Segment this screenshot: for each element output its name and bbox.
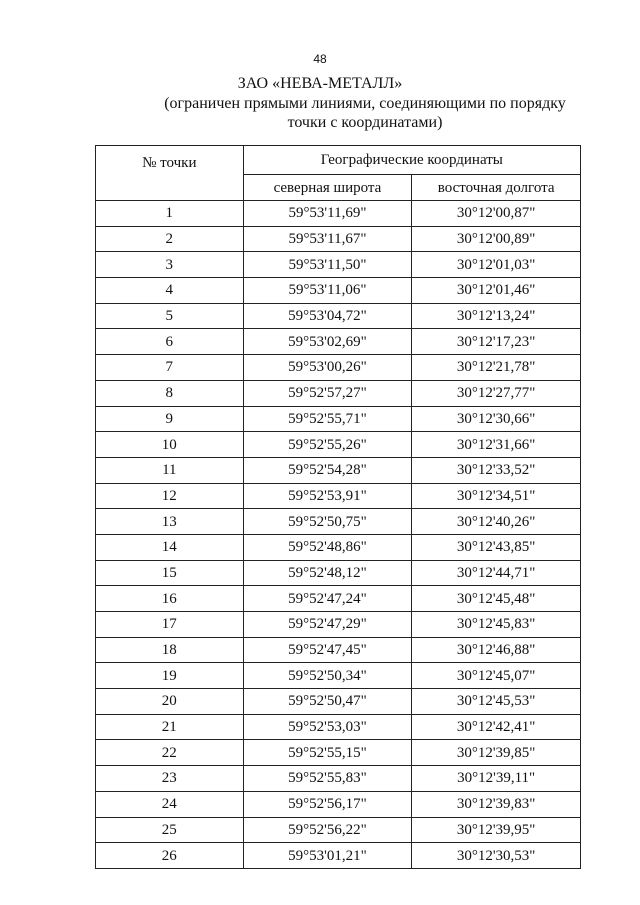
- table-header: [96, 146, 581, 201]
- point-number-cell: 19: [96, 663, 244, 689]
- longitude-cell: 30°12'21,78": [412, 355, 581, 381]
- table-body: [96, 201, 581, 869]
- table-row: [96, 843, 581, 869]
- longitude-cell: 30°12'00,87": [412, 201, 581, 227]
- longitude-cell: 30°12'30,53": [412, 843, 581, 869]
- point-number-cell: 14: [96, 534, 244, 560]
- point-number-cell: 6: [96, 329, 244, 355]
- header-row-top: [96, 146, 581, 175]
- latitude-cell: 59°52'56,17": [243, 791, 412, 817]
- table-row: [96, 766, 581, 792]
- header-latitude: северная широта: [243, 175, 412, 201]
- document-title: ЗАО «НЕВА-МЕТАЛЛ»: [237, 75, 403, 92]
- header-geo-coordinates: Географические координаты: [243, 146, 580, 175]
- longitude-cell: 30°12'30,66": [412, 406, 581, 432]
- latitude-cell: 59°52'48,86": [243, 534, 412, 560]
- latitude-cell: 59°52'50,75": [243, 509, 412, 535]
- point-number-cell: 20: [96, 689, 244, 715]
- coordinates-table: [95, 145, 581, 869]
- latitude-cell: 59°53'04,72": [243, 303, 412, 329]
- table-row: [96, 791, 581, 817]
- point-number-cell: 5: [96, 303, 244, 329]
- table-row: [96, 303, 581, 329]
- table-row: [96, 329, 581, 355]
- latitude-cell: 59°52'53,91": [243, 483, 412, 509]
- header-point-number: № точки: [96, 146, 244, 201]
- longitude-cell: 30°12'13,24": [412, 303, 581, 329]
- point-number-cell: 4: [96, 278, 244, 304]
- longitude-cell: 30°12'27,77": [412, 380, 581, 406]
- table-row: [96, 663, 581, 689]
- longitude-cell: 30°12'01,03": [412, 252, 581, 278]
- longitude-cell: 30°12'39,95": [412, 817, 581, 843]
- latitude-cell: 59°52'53,03": [243, 714, 412, 740]
- table-row: [96, 817, 581, 843]
- point-number-cell: 9: [96, 406, 244, 432]
- longitude-cell: 30°12'40,26": [412, 509, 581, 535]
- point-number-cell: 17: [96, 612, 244, 638]
- table-row: [96, 689, 581, 715]
- point-number-cell: 24: [96, 791, 244, 817]
- longitude-cell: 30°12'34,51": [412, 483, 581, 509]
- latitude-cell: 59°52'55,83": [243, 766, 412, 792]
- latitude-cell: 59°53'00,26": [243, 355, 412, 381]
- longitude-cell: 30°12'17,23": [412, 329, 581, 355]
- table-row: [96, 637, 581, 663]
- point-number-cell: 21: [96, 714, 244, 740]
- point-number-cell: 8: [96, 380, 244, 406]
- latitude-cell: 59°52'48,12": [243, 560, 412, 586]
- point-number-cell: 25: [96, 817, 244, 843]
- longitude-cell: 30°12'43,85": [412, 534, 581, 560]
- latitude-cell: 59°53'11,67": [243, 226, 412, 252]
- table-row: [96, 406, 581, 432]
- point-number-cell: 23: [96, 766, 244, 792]
- latitude-cell: 59°53'11,50": [243, 252, 412, 278]
- table-row: [96, 560, 581, 586]
- document-subtitle: (ограничен прямыми линиями, соединяющими по порядку точки с координатами): [164, 95, 566, 131]
- table-row: [96, 534, 581, 560]
- longitude-cell: 30°12'39,11": [412, 766, 581, 792]
- table-row: [96, 612, 581, 638]
- point-number-cell: 12: [96, 483, 244, 509]
- point-number-cell: 15: [96, 560, 244, 586]
- latitude-cell: 59°53'02,69": [243, 329, 412, 355]
- point-number-cell: 7: [96, 355, 244, 381]
- latitude-cell: 59°53'11,69": [243, 201, 412, 227]
- page-number: 48: [313, 52, 327, 66]
- latitude-cell: 59°52'57,27": [243, 380, 412, 406]
- latitude-cell: 59°52'56,22": [243, 817, 412, 843]
- longitude-cell: 30°12'45,48": [412, 586, 581, 612]
- latitude-cell: 59°52'55,71": [243, 406, 412, 432]
- longitude-cell: 30°12'01,46": [412, 278, 581, 304]
- latitude-cell: 59°52'50,34": [243, 663, 412, 689]
- latitude-cell: 59°52'47,29": [243, 612, 412, 638]
- point-number-cell: 1: [96, 201, 244, 227]
- longitude-cell: 30°12'45,83": [412, 612, 581, 638]
- latitude-cell: 59°52'55,15": [243, 740, 412, 766]
- longitude-cell: 30°12'39,83": [412, 791, 581, 817]
- point-number-cell: 3: [96, 252, 244, 278]
- table-row: [96, 714, 581, 740]
- longitude-cell: 30°12'31,66": [412, 432, 581, 458]
- table-row: [96, 509, 581, 535]
- latitude-cell: 59°52'55,26": [243, 432, 412, 458]
- table-row: [96, 380, 581, 406]
- table-row: [96, 483, 581, 509]
- latitude-cell: 59°52'50,47": [243, 689, 412, 715]
- table-row: [96, 432, 581, 458]
- point-number-cell: 11: [96, 457, 244, 483]
- latitude-cell: 59°52'47,24": [243, 586, 412, 612]
- point-number-cell: 26: [96, 843, 244, 869]
- point-number-cell: 10: [96, 432, 244, 458]
- table-row: [96, 586, 581, 612]
- table-row: [96, 355, 581, 381]
- point-number-cell: 16: [96, 586, 244, 612]
- table-row: [96, 201, 581, 227]
- table-row: [96, 226, 581, 252]
- longitude-cell: 30°12'33,52": [412, 457, 581, 483]
- longitude-cell: 30°12'44,71": [412, 560, 581, 586]
- latitude-cell: 59°53'11,06": [243, 278, 412, 304]
- point-number-cell: 13: [96, 509, 244, 535]
- latitude-cell: 59°52'47,45": [243, 637, 412, 663]
- latitude-cell: 59°53'01,21": [243, 843, 412, 869]
- longitude-cell: 30°12'45,07": [412, 663, 581, 689]
- point-number-cell: 2: [96, 226, 244, 252]
- longitude-cell: 30°12'46,88": [412, 637, 581, 663]
- longitude-cell: 30°12'45,53": [412, 689, 581, 715]
- longitude-cell: 30°12'39,85": [412, 740, 581, 766]
- table-row: [96, 457, 581, 483]
- longitude-cell: 30°12'42,41": [412, 714, 581, 740]
- table-row: [96, 252, 581, 278]
- header-longitude: восточная долгота: [412, 175, 581, 201]
- latitude-cell: 59°52'54,28": [243, 457, 412, 483]
- point-number-cell: 18: [96, 637, 244, 663]
- table-row: [96, 278, 581, 304]
- longitude-cell: 30°12'00,89": [412, 226, 581, 252]
- point-number-cell: 22: [96, 740, 244, 766]
- table-row: [96, 740, 581, 766]
